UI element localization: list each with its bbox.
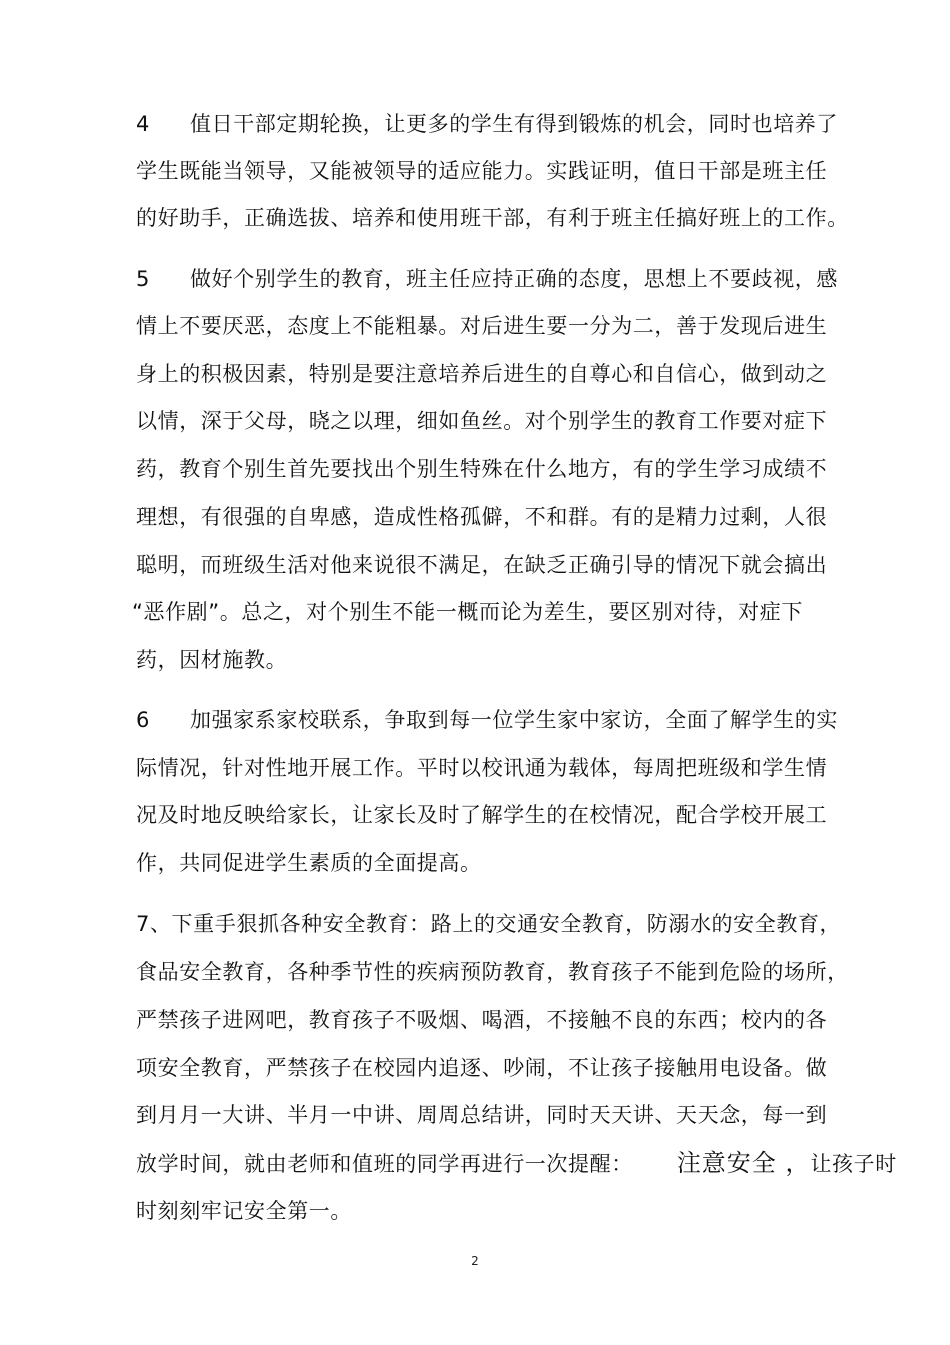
paragraph-7-line-2: 食品安全教育，各种季节性的疾病预防教育，教育孩子不能到危险的场所，: [136, 960, 849, 984]
paragraph-7-line-4: 项安全教育，严禁孩子在校园内追逐、吵闹，不让孩子接触用电设备。做: [136, 1056, 828, 1080]
paragraph-5-text-1: 做好个别学生的教育，班主任应持正确的态度，思想上不要歧视，感: [190, 267, 838, 291]
paragraph-4-text-1: 值日干部定期轮换，让更多的学生有得到锻炼的机会，同时也培养了: [190, 112, 838, 136]
paragraph-5-line-5: 药，教育个别生首先要找出个别生特殊在什么地方，有的学生学习成绩不: [136, 457, 828, 481]
paragraph-6-line-3: 况及时地反映给家长，让家长及时了解学生的在校情况，配合学校开展工: [136, 803, 828, 827]
page-number: 2: [471, 1254, 479, 1268]
emphasis-safety-text: 注意安全 ，: [676, 1149, 811, 1177]
paragraph-4-line-1: [136, 110, 838, 138]
paragraph-5-line-9: 药，因材施教。: [136, 648, 288, 672]
paragraph-6-text-1: 加强家系家校联系，争取到每一位学生家中家访，全面了解学生的实: [190, 708, 838, 732]
paragraph-7-line-6: [136, 1149, 897, 1178]
paragraph-6-line-1: [136, 706, 838, 734]
paragraph-7-line-7: 时刻刻牢记安全第一。: [136, 1199, 352, 1223]
paragraph-4-number: 4: [136, 112, 150, 136]
paragraph-4-line-3: 的好助手，正确选拔、培养和使用班干部，有利于班主任搞好班上的工作。: [136, 206, 849, 230]
paragraph-5-line-6: 理想，有很强的自卑感，造成性格孤僻，不和群。有的是精力过剩，人很: [136, 505, 828, 529]
paragraph-7-line-5: 到月月一大讲、半月一中讲、周周总结讲，同时天天讲、天天念，每一到: [136, 1103, 828, 1127]
paragraph-6-number: 6: [136, 708, 150, 732]
paragraph-5-line-4: 以情，深于父母，晓之以理，细如鱼丝。对个别学生的教育工作要对症下: [136, 409, 828, 433]
paragraph-7-text-6c: 让孩子时: [810, 1152, 897, 1176]
paragraph-6-line-4: 作，共同促进学生素质的全面提高。: [136, 851, 482, 875]
paragraph-5-line-7: 聪明，而班级生活对他来说很不满足，在缺乏正确引导的情况下就会搞出: [136, 553, 828, 577]
paragraph-5-line-3: 身上的积极因素，特别是要注意培养后进生的自尊心和自信心，做到动之: [136, 362, 828, 386]
paragraph-5-line-2: 情上不要厌恶，态度上不能粗暴。对后进生要一分为二，善于发现后进生: [136, 314, 828, 338]
paragraph-7-text-6a: 放学时间，就由老师和值班的同学再进行一次提醒：: [136, 1152, 633, 1176]
paragraph-7-line-1: 7、下重手狠抓各种安全教育：路上的交通安全教育，防溺水的安全教育，: [136, 912, 842, 936]
paragraph-7-line-3: 严禁孩子进网吧，教育孩子不吸烟、喝酒，不接触不良的东西；校内的各: [136, 1008, 828, 1032]
paragraph-5-number: 5: [136, 267, 150, 291]
paragraph-5-line-8: “恶作剧”。总之，对个别生不能一概而论为差生，要区别对待，对症下: [132, 600, 803, 624]
paragraph-6-line-2: 际情况，针对性地开展工作。平时以校讯通为载体，每周把班级和学生情: [136, 756, 828, 780]
paragraph-5-line-1: [136, 265, 838, 293]
paragraph-4-line-2: 学生既能当领导，又能被领导的适应能力。实践证明，值日干部是班主任: [136, 159, 828, 183]
